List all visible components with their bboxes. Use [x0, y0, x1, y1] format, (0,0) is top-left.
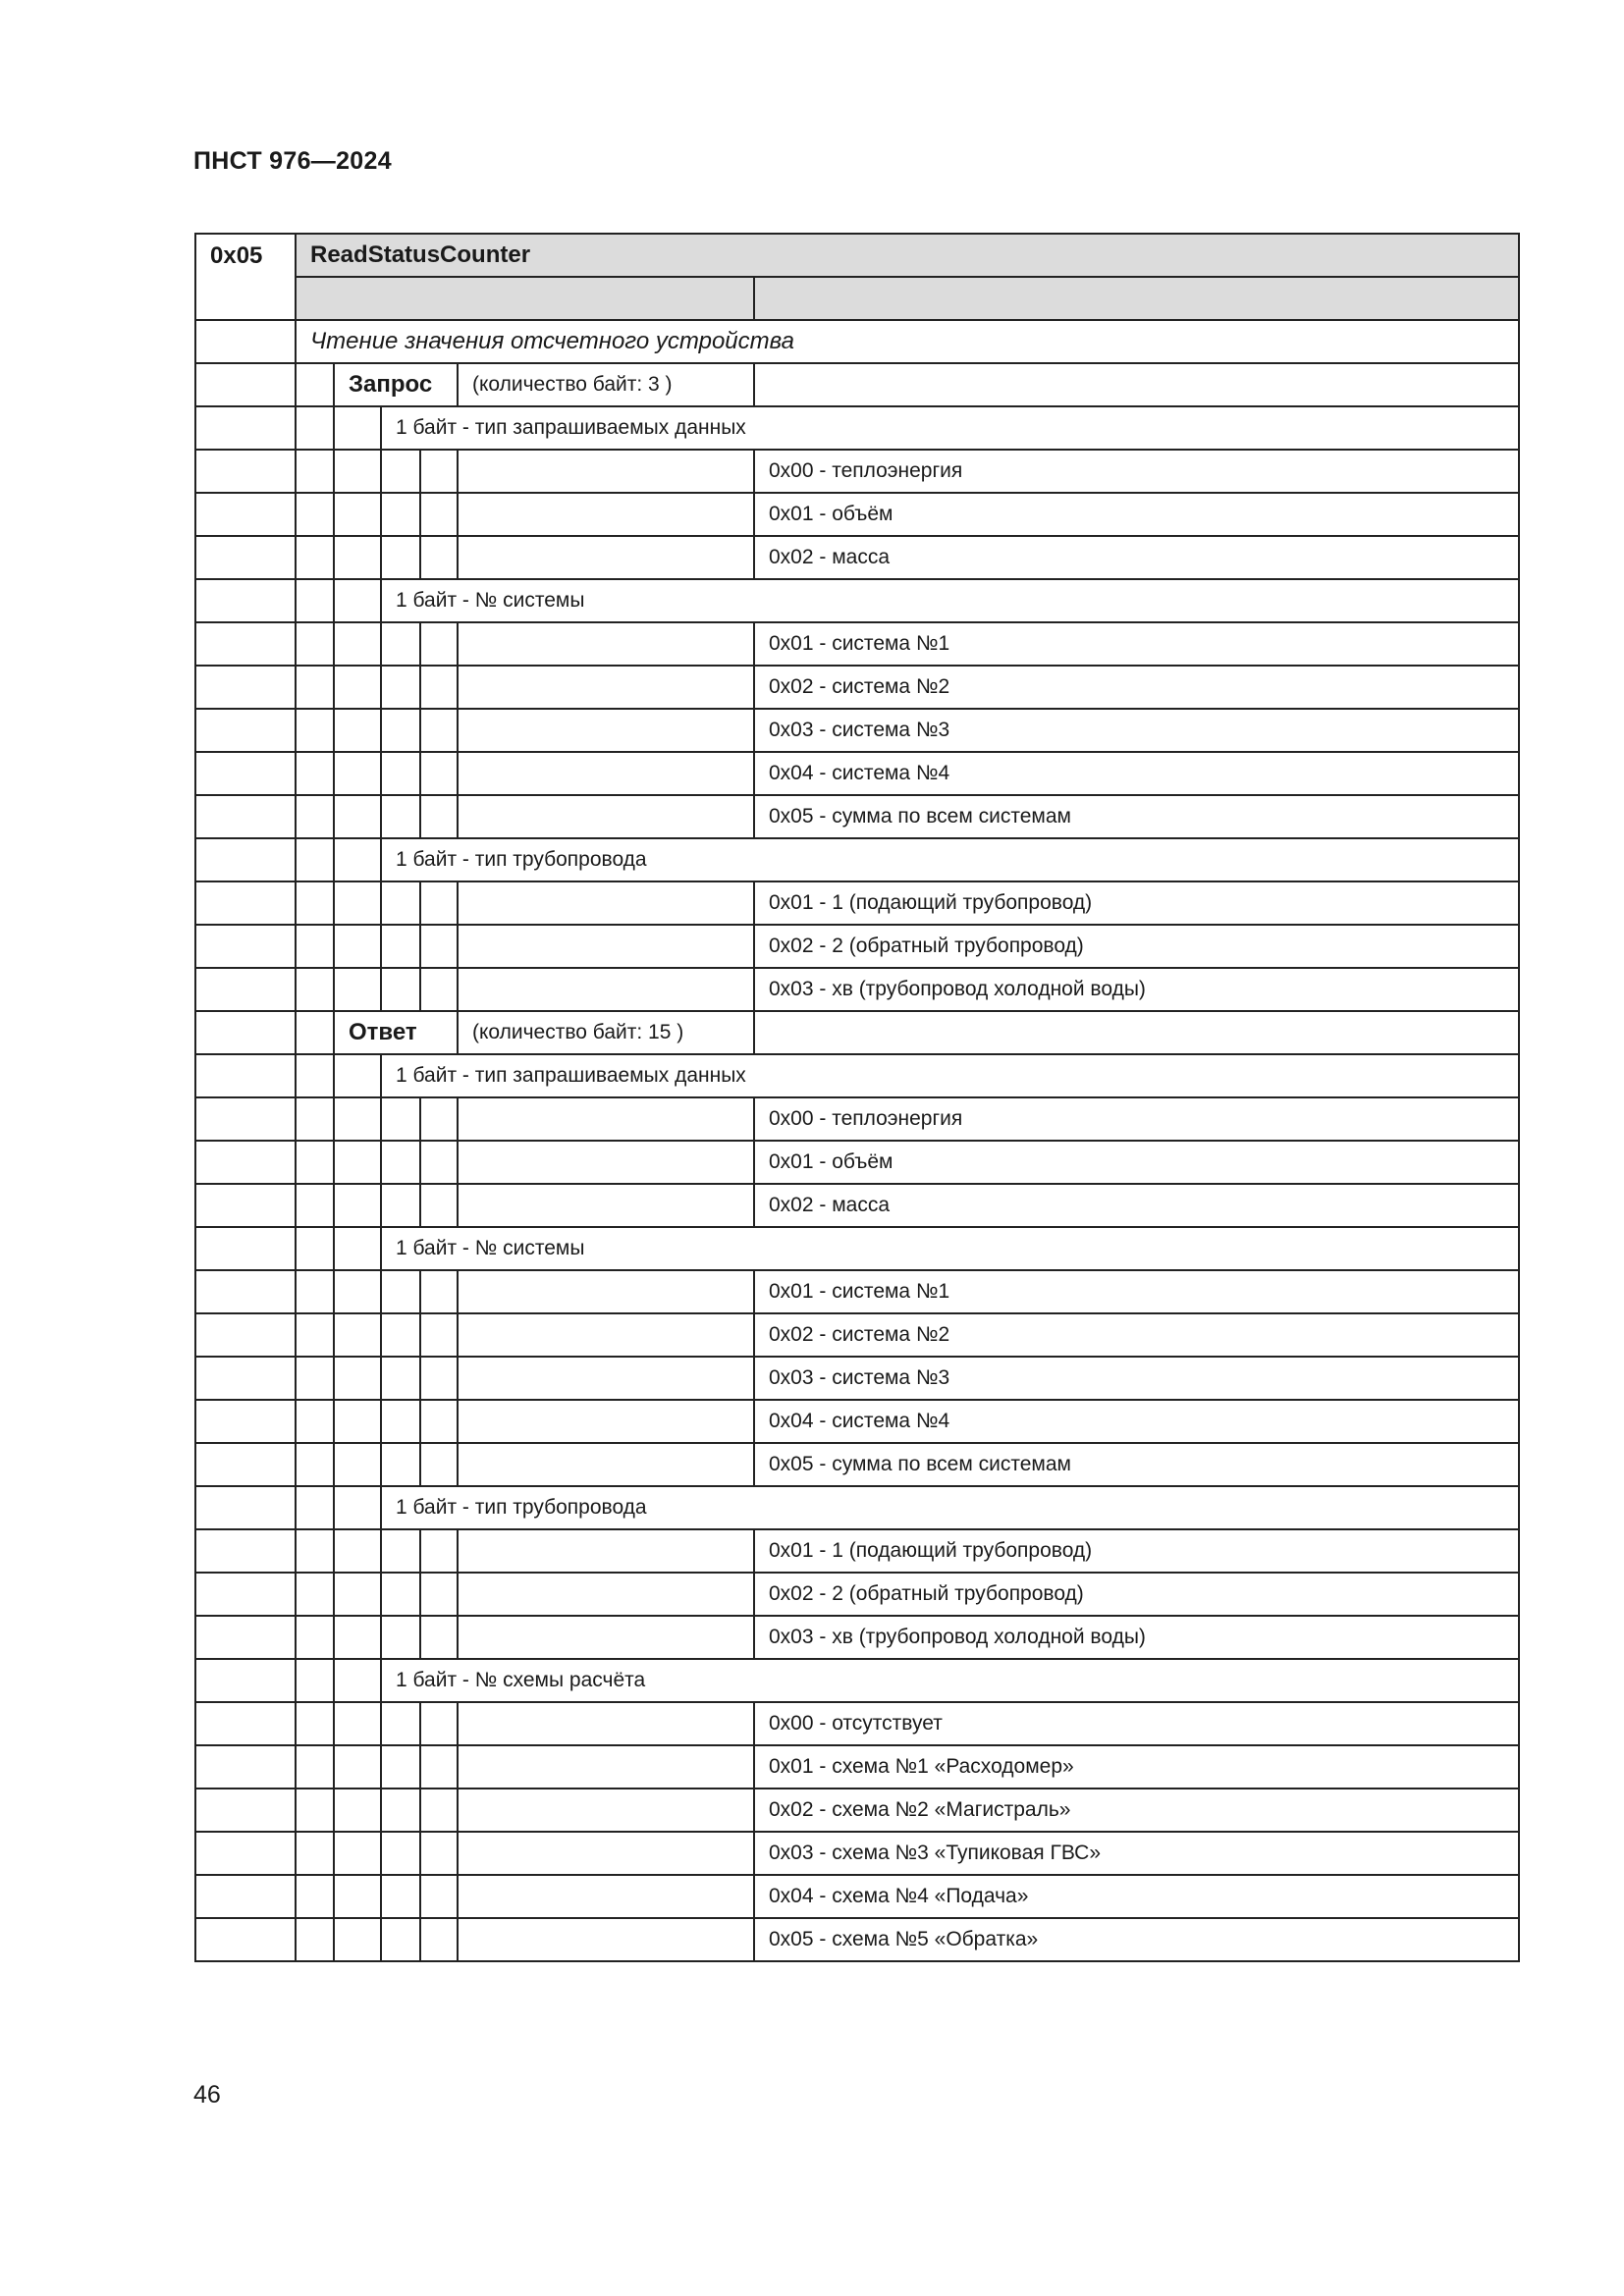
empty-cell — [334, 1745, 381, 1789]
empty-cell — [195, 1054, 296, 1097]
empty-cell — [458, 709, 754, 752]
empty-cell — [458, 1443, 754, 1486]
empty-cell — [195, 450, 296, 493]
empty-cell — [334, 622, 381, 666]
empty-cell — [334, 1054, 381, 1097]
empty-cell — [381, 1745, 420, 1789]
empty-cell — [296, 666, 334, 709]
value-row — [195, 1097, 1519, 1141]
byte-field-title: 1 байт - тип трубопровода — [381, 838, 1519, 881]
empty-cell — [296, 1573, 334, 1616]
empty-cell — [296, 1011, 334, 1054]
empty-cell — [458, 1573, 754, 1616]
empty-cell — [195, 536, 296, 579]
empty-cell — [195, 1832, 296, 1875]
empty-cell — [458, 1702, 754, 1745]
empty-cell — [195, 1313, 296, 1357]
empty-cell — [296, 1227, 334, 1270]
value-description: 0x04 - система №4 — [754, 752, 1519, 795]
empty-cell — [458, 1097, 754, 1141]
value-description: 0x03 - хв (трубопровод холодной воды) — [754, 1616, 1519, 1659]
empty-cell — [420, 968, 458, 1011]
empty-cell — [458, 1789, 754, 1832]
value-description: 0x03 - схема №3 «Тупиковая ГВС» — [754, 1832, 1519, 1875]
empty-cell — [195, 1184, 296, 1227]
byte-field-row — [195, 579, 1519, 622]
value-row — [195, 1270, 1519, 1313]
value-description: 0x04 - схема №4 «Подача» — [754, 1875, 1519, 1918]
empty-cell — [334, 1486, 381, 1529]
empty-cell — [195, 1702, 296, 1745]
empty-cell — [420, 536, 458, 579]
value-description: 0x02 - 2 (обратный трубопровод) — [754, 1573, 1519, 1616]
value-row — [195, 1918, 1519, 1961]
empty-cell — [296, 1270, 334, 1313]
value-description: 0x02 - масса — [754, 536, 1519, 579]
empty-cell — [381, 1789, 420, 1832]
byte-field-row — [195, 1659, 1519, 1702]
empty-cell — [195, 709, 296, 752]
empty-cell — [381, 666, 420, 709]
byte-field-row — [195, 1054, 1519, 1097]
empty-cell — [381, 925, 420, 968]
empty-cell — [381, 881, 420, 925]
empty-cell — [420, 493, 458, 536]
empty-cell — [296, 1141, 334, 1184]
value-description: 0x02 - схема №2 «Магистраль» — [754, 1789, 1519, 1832]
empty-cell — [296, 363, 334, 406]
empty-cell — [195, 1400, 296, 1443]
empty-cell — [420, 1400, 458, 1443]
value-description: 0x01 - 1 (подающий трубопровод) — [754, 1529, 1519, 1573]
empty-cell — [195, 1789, 296, 1832]
empty-cell — [195, 1616, 296, 1659]
empty-cell — [420, 1616, 458, 1659]
empty-cell — [420, 1184, 458, 1227]
value-description: 0x01 - объём — [754, 493, 1519, 536]
shaded-cell — [296, 277, 754, 320]
empty-cell — [420, 1097, 458, 1141]
empty-cell — [458, 1357, 754, 1400]
empty-cell — [458, 1616, 754, 1659]
empty-cell — [195, 1011, 296, 1054]
empty-cell — [458, 1313, 754, 1357]
empty-cell — [458, 925, 754, 968]
empty-cell — [296, 1357, 334, 1400]
empty-cell — [420, 881, 458, 925]
empty-cell — [334, 1918, 381, 1961]
command-spec-table — [194, 233, 1520, 1962]
empty-cell — [334, 1313, 381, 1357]
empty-cell — [195, 1875, 296, 1918]
empty-cell — [420, 1573, 458, 1616]
value-description: 0x05 - сумма по всем системам — [754, 1443, 1519, 1486]
response-size: (количество байт: 15 ) — [458, 1011, 754, 1054]
empty-cell — [296, 1875, 334, 1918]
response-label: Ответ — [334, 1011, 458, 1054]
byte-field-title: 1 байт - № системы — [381, 579, 1519, 622]
empty-cell — [195, 1745, 296, 1789]
value-row — [195, 450, 1519, 493]
value-row — [195, 752, 1519, 795]
empty-cell — [334, 795, 381, 838]
value-description: 0x02 - 2 (обратный трубопровод) — [754, 925, 1519, 968]
empty-cell — [420, 925, 458, 968]
empty-cell — [296, 795, 334, 838]
byte-field-title: 1 байт - тип запрашиваемых данных — [381, 406, 1519, 450]
empty-cell — [296, 1443, 334, 1486]
empty-cell — [458, 450, 754, 493]
empty-cell — [334, 536, 381, 579]
empty-cell — [334, 1270, 381, 1313]
empty-cell — [334, 493, 381, 536]
empty-cell — [296, 881, 334, 925]
empty-cell — [296, 1702, 334, 1745]
empty-cell — [334, 1227, 381, 1270]
value-row — [195, 968, 1519, 1011]
command-description: Чтение значения отсчетного устройства — [296, 320, 1519, 363]
empty-cell — [458, 1529, 754, 1573]
empty-cell — [296, 925, 334, 968]
empty-cell — [458, 666, 754, 709]
value-description: 0x05 - сумма по всем системам — [754, 795, 1519, 838]
value-description: 0x04 - система №4 — [754, 1400, 1519, 1443]
value-row — [195, 881, 1519, 925]
empty-cell — [195, 1097, 296, 1141]
byte-field-row — [195, 406, 1519, 450]
empty-cell — [334, 1443, 381, 1486]
empty-cell — [195, 1357, 296, 1400]
empty-cell — [754, 1011, 1519, 1054]
value-row — [195, 925, 1519, 968]
empty-cell — [381, 1573, 420, 1616]
empty-cell — [381, 795, 420, 838]
command-name: ReadStatusCounter — [296, 234, 1519, 277]
empty-cell — [381, 536, 420, 579]
empty-cell — [381, 968, 420, 1011]
empty-cell — [754, 363, 1519, 406]
value-description: 0x01 - 1 (подающий трубопровод) — [754, 881, 1519, 925]
value-description: 0x00 - теплоэнергия — [754, 450, 1519, 493]
value-row — [195, 493, 1519, 536]
empty-cell — [458, 881, 754, 925]
empty-cell — [420, 1832, 458, 1875]
value-row — [195, 1832, 1519, 1875]
value-description: 0x02 - система №2 — [754, 666, 1519, 709]
value-description: 0x03 - хв (трубопровод холодной воды) — [754, 968, 1519, 1011]
value-description: 0x00 - теплоэнергия — [754, 1097, 1519, 1141]
byte-field-title: 1 байт - № системы — [381, 1227, 1519, 1270]
empty-cell — [458, 1875, 754, 1918]
value-description: 0x05 - схема №5 «Обратка» — [754, 1918, 1519, 1961]
empty-cell — [195, 795, 296, 838]
command-code: 0x05 — [195, 234, 296, 320]
empty-cell — [296, 1400, 334, 1443]
description-row — [195, 320, 1519, 363]
value-row — [195, 1875, 1519, 1918]
empty-cell — [195, 1443, 296, 1486]
byte-field-row — [195, 838, 1519, 881]
empty-cell — [296, 752, 334, 795]
empty-cell — [420, 622, 458, 666]
empty-cell — [195, 881, 296, 925]
request-label: Запрос — [334, 363, 458, 406]
empty-cell — [420, 795, 458, 838]
empty-cell — [381, 1141, 420, 1184]
empty-cell — [420, 1270, 458, 1313]
empty-cell — [296, 450, 334, 493]
empty-cell — [296, 1486, 334, 1529]
empty-cell — [334, 1789, 381, 1832]
empty-cell — [334, 752, 381, 795]
value-description: 0x01 - система №1 — [754, 622, 1519, 666]
empty-cell — [420, 1141, 458, 1184]
empty-cell — [296, 709, 334, 752]
empty-cell — [381, 1184, 420, 1227]
empty-cell — [458, 1184, 754, 1227]
empty-cell — [420, 1357, 458, 1400]
value-description: 0x01 - объём — [754, 1141, 1519, 1184]
value-row — [195, 666, 1519, 709]
value-row — [195, 795, 1519, 838]
empty-cell — [334, 1184, 381, 1227]
empty-cell — [381, 1443, 420, 1486]
empty-cell — [458, 1745, 754, 1789]
empty-cell — [420, 709, 458, 752]
value-description: 0x03 - система №3 — [754, 709, 1519, 752]
empty-cell — [195, 838, 296, 881]
empty-cell — [334, 1357, 381, 1400]
empty-cell — [334, 406, 381, 450]
empty-cell — [381, 1097, 420, 1141]
empty-cell — [458, 1270, 754, 1313]
page-number: 46 — [193, 2081, 221, 2109]
response-section-row — [195, 1011, 1519, 1054]
value-row — [195, 1529, 1519, 1573]
byte-field-row — [195, 1486, 1519, 1529]
empty-cell — [458, 1141, 754, 1184]
value-row — [195, 1702, 1519, 1745]
request-section-row — [195, 363, 1519, 406]
value-description: 0x02 - система №2 — [754, 1313, 1519, 1357]
value-row — [195, 1357, 1519, 1400]
empty-cell — [381, 1702, 420, 1745]
empty-cell — [195, 493, 296, 536]
empty-cell — [296, 1184, 334, 1227]
empty-cell — [381, 1270, 420, 1313]
empty-cell — [195, 579, 296, 622]
request-size: (количество байт: 3 ) — [458, 363, 754, 406]
value-row — [195, 1443, 1519, 1486]
empty-cell — [420, 450, 458, 493]
empty-cell — [296, 1097, 334, 1141]
empty-cell — [195, 1227, 296, 1270]
empty-cell — [420, 666, 458, 709]
command-header-row — [195, 234, 1519, 277]
empty-cell — [420, 1529, 458, 1573]
value-row — [195, 1789, 1519, 1832]
empty-cell — [296, 622, 334, 666]
value-description: 0x03 - система №3 — [754, 1357, 1519, 1400]
empty-cell — [296, 838, 334, 881]
document-header: ПНСТ 976—2024 — [193, 147, 392, 175]
shaded-cell — [754, 277, 1519, 320]
empty-cell — [381, 709, 420, 752]
empty-cell — [420, 1313, 458, 1357]
empty-cell — [458, 493, 754, 536]
empty-cell — [334, 1702, 381, 1745]
empty-cell — [381, 1616, 420, 1659]
value-row — [195, 1616, 1519, 1659]
shaded-subheader-row — [195, 277, 1519, 320]
empty-cell — [420, 1745, 458, 1789]
empty-cell — [334, 1573, 381, 1616]
empty-cell — [296, 968, 334, 1011]
empty-cell — [420, 1918, 458, 1961]
empty-cell — [296, 1789, 334, 1832]
value-row — [195, 1573, 1519, 1616]
empty-cell — [420, 1702, 458, 1745]
value-row — [195, 1184, 1519, 1227]
empty-cell — [195, 1141, 296, 1184]
empty-cell — [381, 1832, 420, 1875]
empty-cell — [381, 1313, 420, 1357]
empty-cell — [381, 450, 420, 493]
byte-field-title: 1 байт - № схемы расчёта — [381, 1659, 1519, 1702]
empty-cell — [381, 1529, 420, 1573]
empty-cell — [458, 968, 754, 1011]
empty-cell — [420, 1875, 458, 1918]
empty-cell — [296, 1659, 334, 1702]
empty-cell — [458, 622, 754, 666]
value-description: 0x01 - система №1 — [754, 1270, 1519, 1313]
empty-cell — [195, 622, 296, 666]
empty-cell — [334, 925, 381, 968]
empty-cell — [381, 1357, 420, 1400]
empty-cell — [334, 1659, 381, 1702]
empty-cell — [296, 1616, 334, 1659]
value-description: 0x00 - отсутствует — [754, 1702, 1519, 1745]
empty-cell — [296, 1054, 334, 1097]
empty-cell — [296, 1832, 334, 1875]
byte-field-row — [195, 1227, 1519, 1270]
value-row — [195, 1745, 1519, 1789]
empty-cell — [195, 1529, 296, 1573]
value-row — [195, 622, 1519, 666]
empty-cell — [334, 1616, 381, 1659]
value-description: 0x02 - масса — [754, 1184, 1519, 1227]
empty-cell — [334, 1875, 381, 1918]
empty-cell — [458, 1832, 754, 1875]
empty-cell — [458, 536, 754, 579]
empty-cell — [195, 363, 296, 406]
empty-cell — [334, 1832, 381, 1875]
empty-cell — [195, 666, 296, 709]
empty-cell — [334, 881, 381, 925]
empty-cell — [195, 1486, 296, 1529]
empty-cell — [296, 1745, 334, 1789]
value-row — [195, 536, 1519, 579]
empty-cell — [334, 1141, 381, 1184]
empty-cell — [420, 752, 458, 795]
value-description: 0x01 - схема №1 «Расходомер» — [754, 1745, 1519, 1789]
empty-cell — [195, 925, 296, 968]
empty-cell — [195, 968, 296, 1011]
empty-cell — [195, 1573, 296, 1616]
empty-cell — [296, 1918, 334, 1961]
empty-cell — [334, 579, 381, 622]
empty-cell — [381, 1400, 420, 1443]
empty-cell — [334, 450, 381, 493]
empty-cell — [334, 666, 381, 709]
empty-cell — [334, 1529, 381, 1573]
empty-cell — [381, 752, 420, 795]
empty-cell — [296, 1313, 334, 1357]
empty-cell — [195, 406, 296, 450]
empty-cell — [296, 579, 334, 622]
empty-cell — [195, 752, 296, 795]
empty-cell — [458, 1918, 754, 1961]
empty-cell — [381, 1918, 420, 1961]
empty-cell — [334, 1097, 381, 1141]
empty-cell — [458, 795, 754, 838]
empty-cell — [381, 622, 420, 666]
empty-cell — [381, 493, 420, 536]
value-row — [195, 709, 1519, 752]
empty-cell — [334, 709, 381, 752]
empty-cell — [458, 1400, 754, 1443]
empty-cell — [195, 1918, 296, 1961]
byte-field-title: 1 байт - тип трубопровода — [381, 1486, 1519, 1529]
empty-cell — [334, 1400, 381, 1443]
empty-cell — [296, 493, 334, 536]
value-row — [195, 1400, 1519, 1443]
empty-cell — [458, 752, 754, 795]
empty-cell — [296, 536, 334, 579]
empty-cell — [195, 1659, 296, 1702]
empty-cell — [296, 406, 334, 450]
value-row — [195, 1141, 1519, 1184]
empty-cell — [334, 968, 381, 1011]
value-row — [195, 1313, 1519, 1357]
empty-cell — [195, 320, 296, 363]
empty-cell — [296, 1529, 334, 1573]
empty-cell — [195, 1270, 296, 1313]
byte-field-title: 1 байт - тип запрашиваемых данных — [381, 1054, 1519, 1097]
empty-cell — [381, 1875, 420, 1918]
empty-cell — [420, 1789, 458, 1832]
empty-cell — [334, 838, 381, 881]
empty-cell — [420, 1443, 458, 1486]
